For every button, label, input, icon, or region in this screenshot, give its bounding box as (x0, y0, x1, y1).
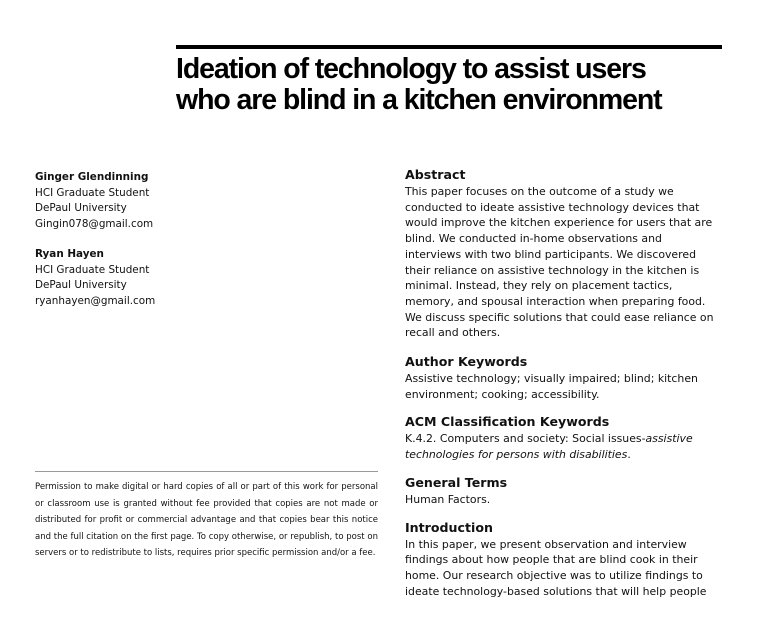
abstract-body (405, 184, 735, 341)
author-role: HCI Graduate Student (35, 263, 150, 276)
paper-title-line: Ideation of technology to assist users (176, 53, 646, 85)
section-heading: Author Keywords (405, 354, 528, 370)
text-line: findings about how people that are blind cook in their (405, 553, 698, 567)
acm-plain-text: K.4.2. Computers and society: Social issues- (405, 432, 646, 446)
author-affiliation: DePaul University (35, 202, 127, 214)
introduction-section (405, 519, 735, 600)
title-rule (176, 45, 722, 49)
permission-divider (35, 471, 378, 472)
permission-notice: Permission to make digital or hard copies of all or part of this work for personal or classroom use is granted without fee provided that copies are not made or distributed for profit or commercial advantage and that copies bear this notice and the full citation on the first page. To copy otherwise, or republish, to post on servers or to redistribute to lists, requires prior specific permission and/or a fee. (35, 482, 378, 559)
acm-keywords-section (405, 413, 735, 462)
section-heading: Abstract (405, 167, 466, 182)
text-line: environment; cooking; accessibility. (405, 387, 600, 401)
text-line: This paper focuses on the outcome of a study we (405, 185, 674, 198)
author-name: Ryan Hayen (35, 248, 104, 260)
text-line (405, 431, 735, 447)
text-line: conducted to ideate assistive technology devices that (405, 200, 700, 214)
text-line: their reliance on assistive technology in the kitchen is (405, 263, 700, 277)
section-heading: General Terms (405, 474, 508, 490)
abstract-section (405, 166, 735, 341)
author-block (35, 170, 335, 324)
author-role: HCI Graduate Student (35, 186, 150, 199)
text-line: ideate technology-based solutions that will help people (405, 584, 707, 598)
section-heading: Introduction (405, 519, 493, 535)
paper-title-line: who are blind in a kitchen environment (176, 83, 662, 116)
author-email: ryanhayen@gmail.com (35, 294, 156, 307)
paper-title (176, 54, 736, 115)
general-terms-section (405, 474, 735, 508)
section-heading: ACM Classification Keywords (405, 414, 610, 430)
author-name: Ginger Glendinning (35, 171, 149, 183)
text-line (405, 447, 735, 463)
author-email: Gingin078@gmail.com (35, 217, 154, 230)
acm-italic-text: technologies for persons with disabilities (405, 448, 628, 462)
text-line: We discuss specific solutions that could ease reliance on (405, 310, 714, 324)
author-entry (35, 247, 335, 309)
text-line: home. Our research objective was to utilize findings to (405, 568, 703, 582)
text-line: recall and others. (405, 326, 501, 340)
acm-plain-text: . (627, 448, 631, 462)
text-line: In this paper, we present observation and interview (405, 537, 687, 551)
text-line: would improve the kitchen experience for users that are (405, 216, 713, 230)
text-line: Assistive technology; visually impaired; blind; kitchen (405, 372, 698, 386)
acm-italic-text: assistive (645, 432, 693, 446)
author-keywords-section (405, 353, 735, 402)
main-column (405, 166, 735, 599)
text-line: Human Factors. (405, 492, 491, 506)
text-line: minimal. Instead, they rely on placement tactics, (405, 279, 673, 293)
text-line: memory, and spousal interaction when preparing food. (405, 294, 706, 308)
author-affiliation: DePaul University (35, 279, 127, 291)
text-line: interviews with two blind participants. We discovered (405, 247, 696, 261)
author-entry (35, 170, 335, 232)
text-line: blind. We conducted in-home observations and (405, 232, 662, 246)
